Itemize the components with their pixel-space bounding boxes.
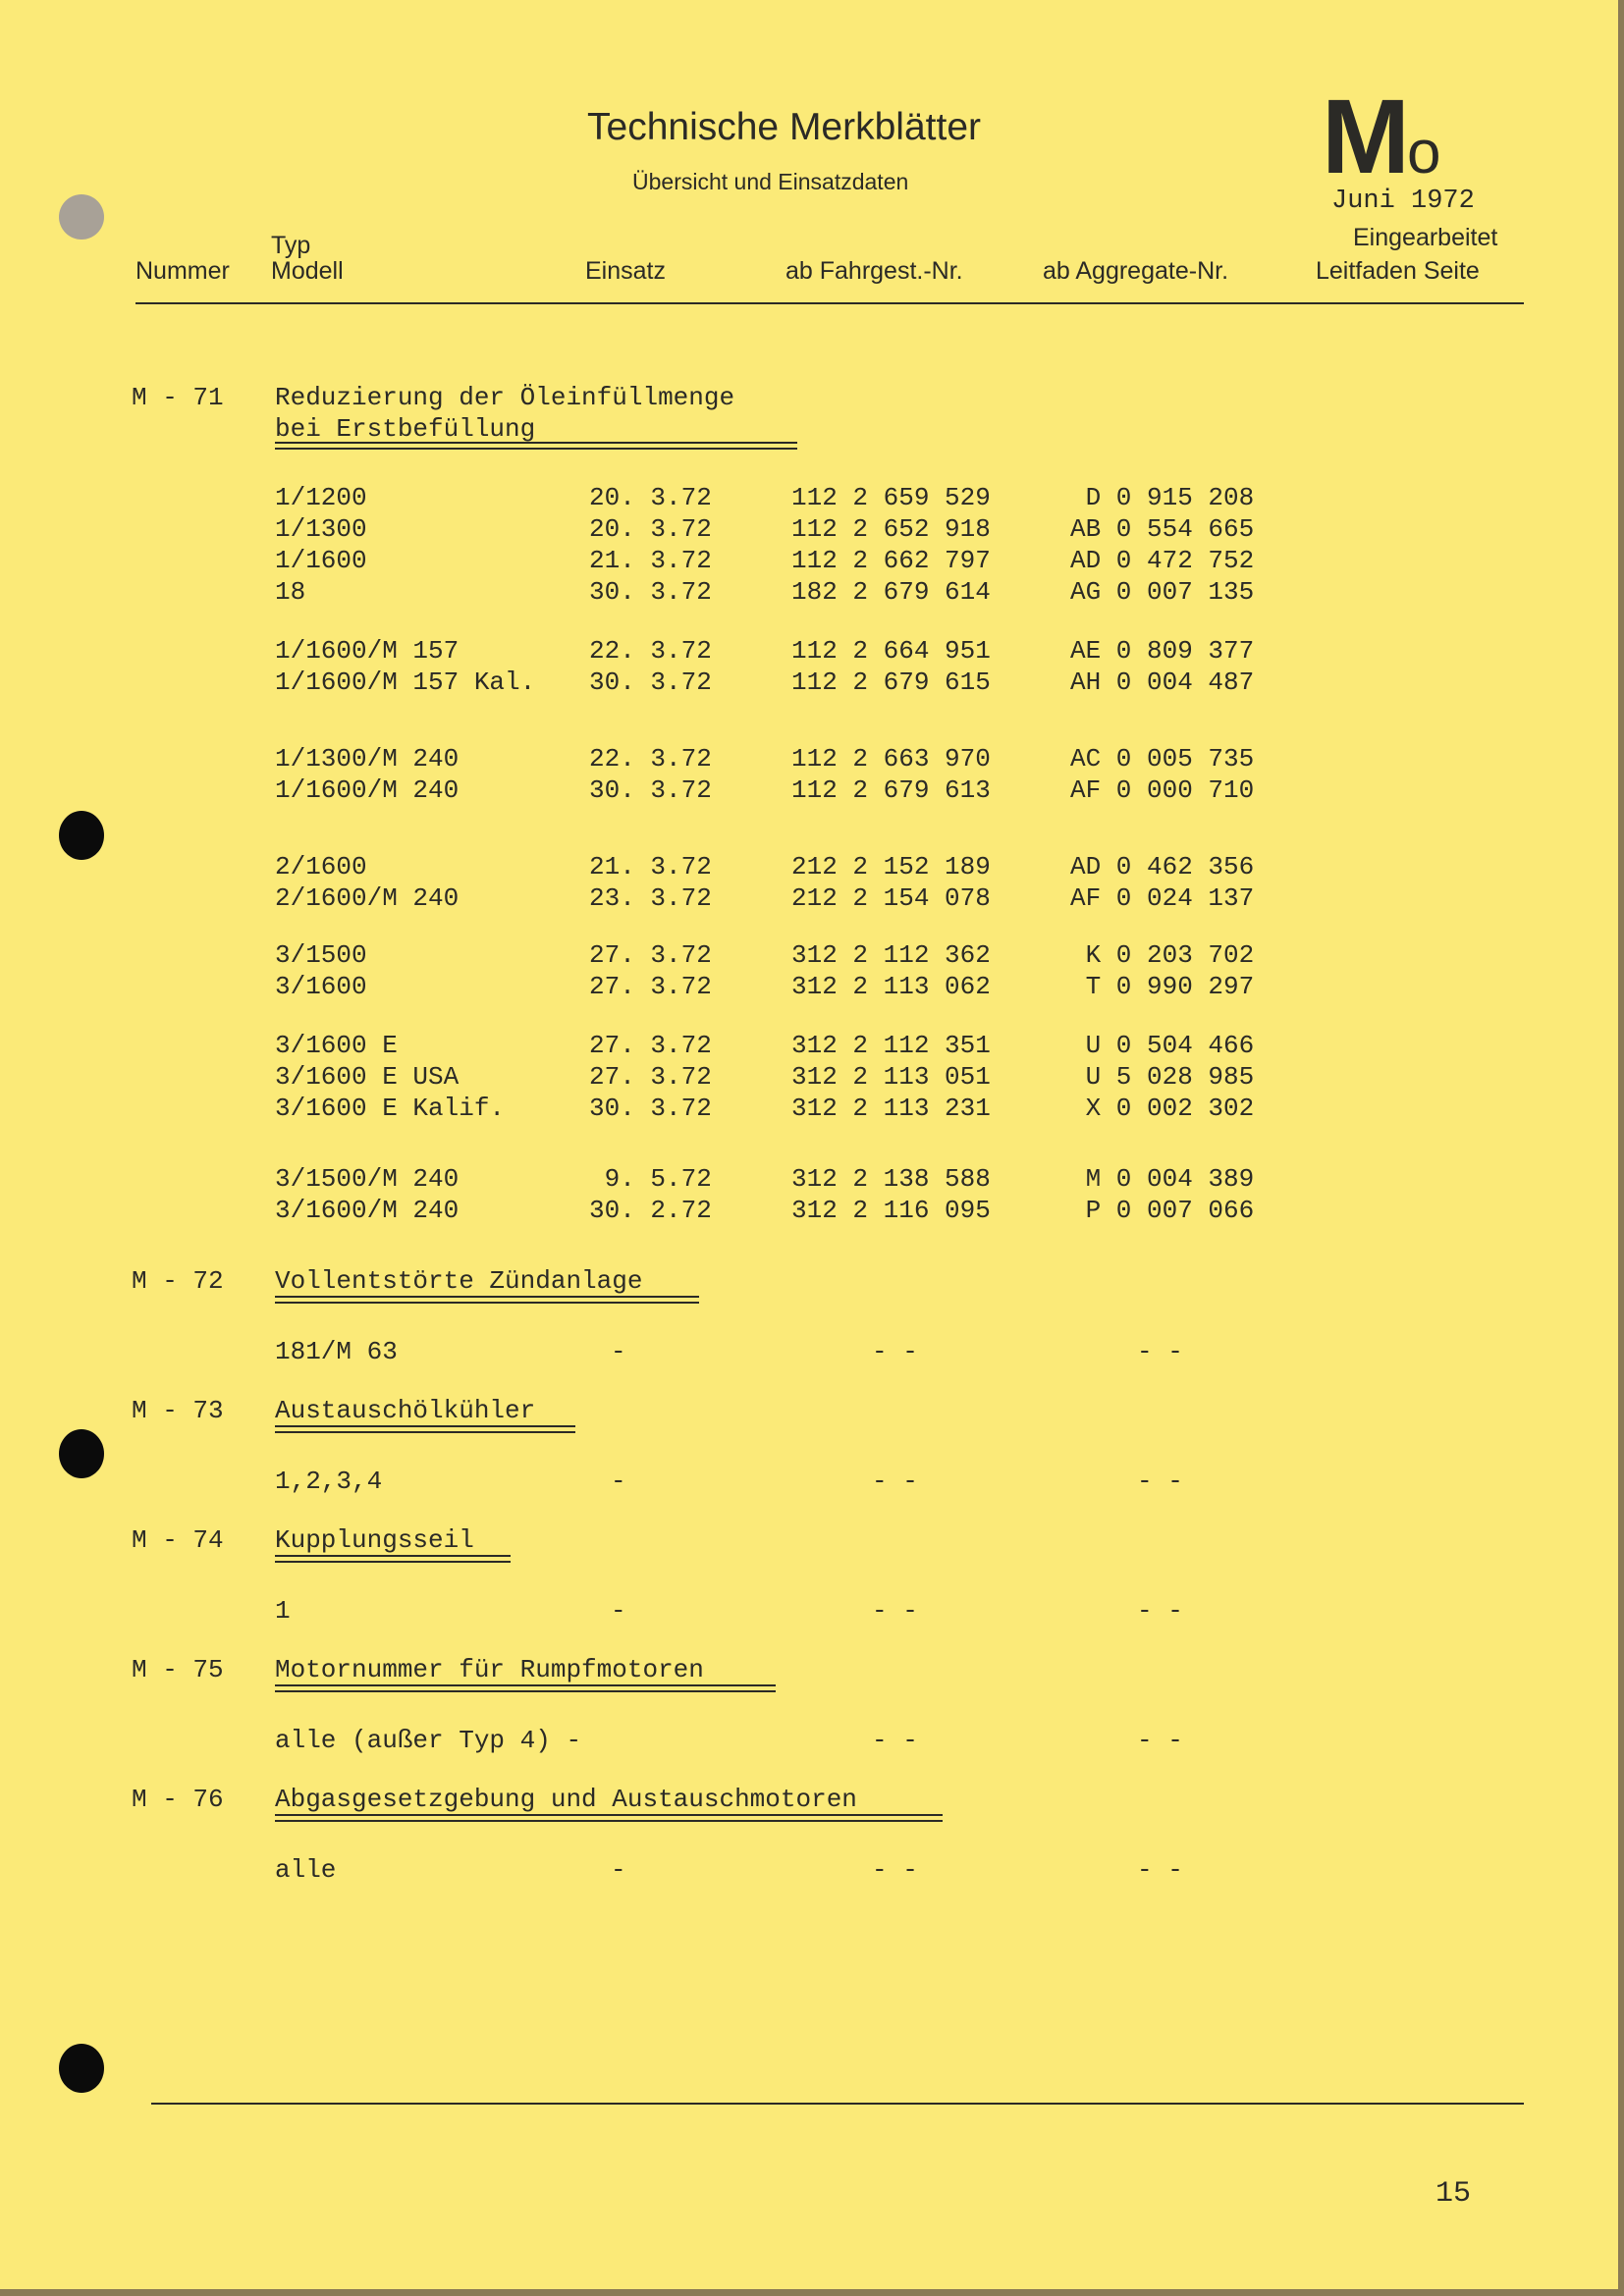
cell-einsatz: - (611, 1855, 626, 1885)
punch-hole (59, 1429, 104, 1478)
cell-fahrgest: - - (872, 1337, 918, 1366)
cell-fahrgest: 182 2 679 614 (791, 577, 991, 607)
cell-einsatz: 30. 3.72 (589, 577, 712, 607)
cell-aggregate: U 0 504 466 (1070, 1031, 1255, 1060)
cell-model: 3/1500/M 240 (275, 1164, 460, 1194)
double-underline (275, 1684, 776, 1692)
cell-model: alle (275, 1855, 337, 1885)
cell-einsatz: - (611, 1337, 626, 1366)
cell-einsatz: 30. 3.72 (589, 1094, 712, 1123)
section-number: M - 74 (132, 1525, 224, 1555)
cell-fahrgest: 112 2 664 951 (791, 636, 991, 666)
cell-model: 1/1300 (275, 514, 367, 544)
section-logo (1322, 75, 1440, 197)
section-number: M - 75 (132, 1655, 224, 1684)
cell-fahrgest: 312 2 113 062 (791, 972, 991, 1001)
cell-fahrgest: - - (872, 1726, 918, 1755)
cell-einsatz: - (611, 1467, 626, 1496)
cell-model: 3/1600 E USA (275, 1062, 460, 1092)
cell-aggregate: AB 0 554 665 (1070, 514, 1255, 544)
cell-fahrgest: 212 2 154 078 (791, 883, 991, 913)
column-heading-einsatz: Einsatz (585, 257, 666, 285)
section-title: Vollentstörte Zündanlage (275, 1266, 643, 1296)
cell-model: 18 (275, 577, 306, 607)
cell-einsatz: 30. 3.72 (589, 667, 712, 697)
section-title: Motornummer für Rumpfmotoren (275, 1655, 704, 1684)
cell-aggregate: AD 0 462 356 (1070, 852, 1255, 881)
column-heading-fahrgest: ab Fahrgest.-Nr. (785, 257, 963, 285)
section-number: M - 72 (132, 1266, 224, 1296)
cell-einsatz: 21. 3.72 (589, 852, 712, 881)
page-title: Technische Merkblätter (587, 106, 982, 148)
cell-einsatz: 27. 3.72 (589, 972, 712, 1001)
cell-aggregate: - - (1137, 1467, 1183, 1496)
punch-hole (59, 811, 104, 860)
page-subtitle: Übersicht und Einsatzdaten (632, 169, 909, 194)
cell-fahrgest: - - (872, 1855, 918, 1885)
cell-einsatz: 27. 3.72 (589, 1062, 712, 1092)
cell-aggregate: U 5 028 985 (1070, 1062, 1255, 1092)
double-underline (275, 1425, 575, 1433)
cell-aggregate: AH 0 004 487 (1070, 667, 1255, 697)
column-heading-leitfaden: Leitfaden Seite (1316, 257, 1480, 285)
column-heading-typ: Typ (271, 232, 311, 259)
cell-model: 2/1600 (275, 852, 367, 881)
cell-aggregate: AG 0 007 135 (1070, 577, 1255, 607)
cell-aggregate: - - (1137, 1726, 1183, 1755)
cell-model: 181/M 63 (275, 1337, 398, 1366)
header-rule (135, 302, 1524, 304)
footer-rule (151, 2103, 1524, 2105)
cell-model: 3/1600 E (275, 1031, 398, 1060)
cell-model: 1,2,3,4 (275, 1467, 383, 1496)
cell-fahrgest: 212 2 152 189 (791, 852, 991, 881)
cell-fahrgest: 112 2 662 797 (791, 546, 991, 575)
section-number: M - 73 (132, 1396, 224, 1425)
column-heading-nummer: Nummer (135, 257, 230, 285)
cell-einsatz: 27. 3.72 (589, 940, 712, 970)
cell-fahrgest: 312 2 112 362 (791, 940, 991, 970)
cell-model: 1 (275, 1596, 291, 1626)
cell-model: 3/1600 E Kalif. (275, 1094, 506, 1123)
punch-hole-grey (59, 194, 104, 240)
cell-model: alle (außer Typ 4) - (275, 1726, 582, 1755)
cell-model: 3/1600/M 240 (275, 1196, 460, 1225)
cell-model: 1/1600/M 240 (275, 775, 460, 805)
double-underline (275, 1555, 511, 1563)
cell-model: 3/1600 (275, 972, 367, 1001)
cell-fahrgest: 112 2 679 615 (791, 667, 991, 697)
cell-fahrgest: 312 2 112 351 (791, 1031, 991, 1060)
cell-einsatz: 30. 3.72 (589, 775, 712, 805)
cell-aggregate: P 0 007 066 (1070, 1196, 1255, 1225)
cell-fahrgest: 312 2 113 051 (791, 1062, 991, 1092)
cell-model: 1/1300/M 240 (275, 744, 460, 774)
cell-model: 2/1600/M 240 (275, 883, 460, 913)
cell-aggregate: AE 0 809 377 (1070, 636, 1255, 666)
cell-aggregate: - - (1137, 1855, 1183, 1885)
cell-aggregate: AF 0 024 137 (1070, 883, 1255, 913)
section-title: Reduzierung der Öleinfüllmenge (275, 383, 735, 412)
cell-einsatz: - (611, 1596, 626, 1626)
column-heading-eingearbeitet: Eingearbeitet (1353, 224, 1498, 251)
cell-fahrgest: 112 2 652 918 (791, 514, 991, 544)
cell-einsatz: 27. 3.72 (589, 1031, 712, 1060)
section-title: Abgasgesetzgebung und Austauschmotoren (275, 1785, 857, 1814)
cell-model: 1/1600/M 157 (275, 636, 460, 666)
document-date: Juni 1972 (1331, 187, 1475, 216)
cell-model: 1/1600/M 157 Kal. (275, 667, 536, 697)
logo-small: o (1406, 119, 1441, 187)
section-title: Austauschölkühler (275, 1396, 536, 1425)
section-number: M - 71 (132, 383, 224, 412)
cell-model: 3/1500 (275, 940, 367, 970)
logo-main: M (1322, 77, 1407, 195)
cell-aggregate: AC 0 005 735 (1070, 744, 1255, 774)
section-number: M - 76 (132, 1785, 224, 1814)
cell-aggregate: - - (1137, 1337, 1183, 1366)
cell-einsatz: 30. 2.72 (589, 1196, 712, 1225)
cell-fahrgest: 312 2 116 095 (791, 1196, 991, 1225)
cell-model: 1/1200 (275, 483, 367, 512)
column-heading-modell: Modell (271, 257, 344, 285)
cell-einsatz: 21. 3.72 (589, 546, 712, 575)
cell-einsatz: 20. 3.72 (589, 483, 712, 512)
double-underline (275, 442, 797, 450)
cell-einsatz: 23. 3.72 (589, 883, 712, 913)
cell-aggregate: T 0 990 297 (1070, 972, 1255, 1001)
cell-aggregate: - - (1137, 1596, 1183, 1626)
cell-fahrgest: 312 2 138 588 (791, 1164, 991, 1194)
cell-fahrgest: 112 2 679 613 (791, 775, 991, 805)
cell-model: 1/1600 (275, 546, 367, 575)
punch-hole (59, 2044, 104, 2093)
section-title-line2: bei Erstbefüllung (275, 414, 536, 444)
cell-einsatz: 22. 3.72 (589, 744, 712, 774)
cell-fahrgest: - - (872, 1596, 918, 1626)
page-number: 15 (1435, 2177, 1472, 2211)
cell-fahrgest: 112 2 663 970 (791, 744, 991, 774)
cell-einsatz: 9. 5.72 (589, 1164, 712, 1194)
section-title: Kupplungsseil (275, 1525, 474, 1555)
cell-einsatz: 22. 3.72 (589, 636, 712, 666)
cell-aggregate: AF 0 000 710 (1070, 775, 1255, 805)
column-heading-aggregate: ab Aggregate-Nr. (1043, 257, 1229, 285)
cell-fahrgest: 112 2 659 529 (791, 483, 991, 512)
cell-fahrgest: 312 2 113 231 (791, 1094, 991, 1123)
cell-aggregate: D 0 915 208 (1070, 483, 1255, 512)
cell-aggregate: AD 0 472 752 (1070, 546, 1255, 575)
cell-aggregate: K 0 203 702 (1070, 940, 1255, 970)
cell-fahrgest: - - (872, 1467, 918, 1496)
cell-aggregate: X 0 002 302 (1070, 1094, 1255, 1123)
cell-einsatz: 20. 3.72 (589, 514, 712, 544)
double-underline (275, 1296, 699, 1304)
cell-aggregate: M 0 004 389 (1070, 1164, 1255, 1194)
double-underline (275, 1814, 943, 1822)
